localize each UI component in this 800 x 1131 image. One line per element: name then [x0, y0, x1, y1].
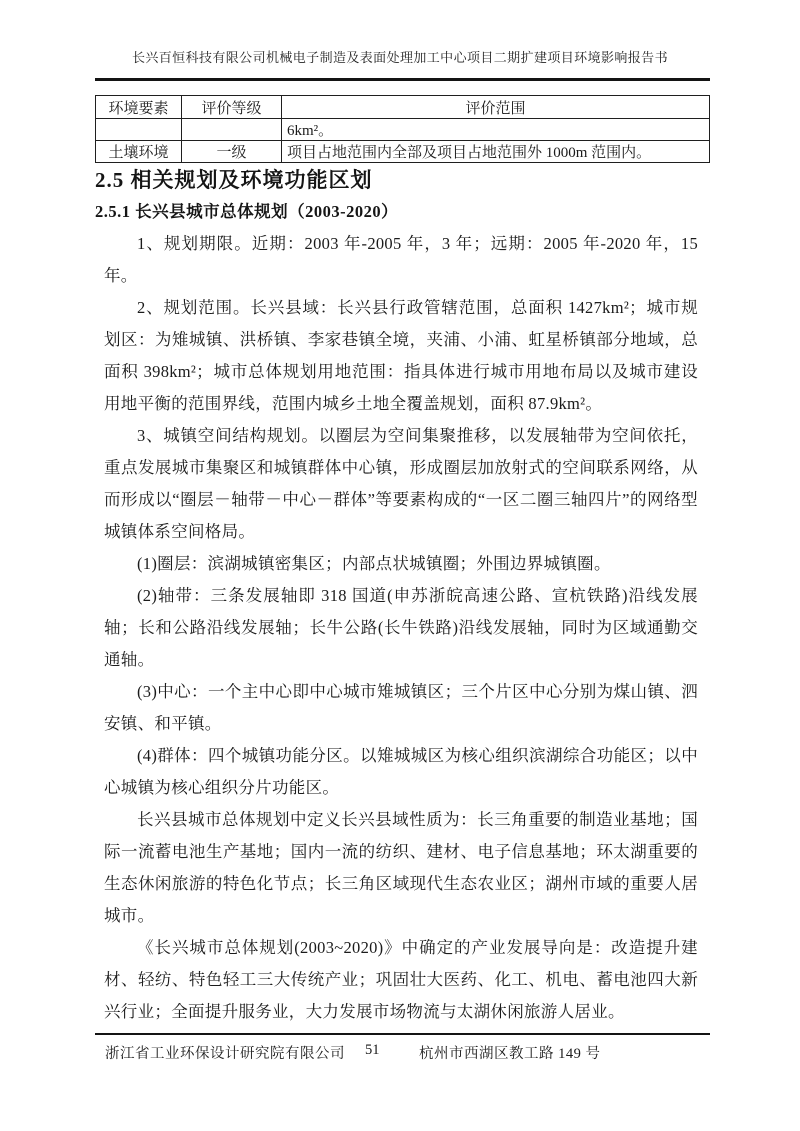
cell-scope: 6km²。 — [282, 119, 710, 141]
paragraph-spatial-structure: 3、城镇空间结构规划。以圈层为空间集聚推移，以发展轴带为空间依托，重点发展城市集聚区和城镇群体中心镇，形成圈层加放射式的空间联系网络，从而形成以“圈层－轴带－中心－群体”等要素构成的“一区二圈三轴四片”的网络型城镇体系空间格局。 — [104, 426, 698, 541]
column-header-scope: 评价范围 — [282, 96, 710, 119]
table-row — [96, 141, 710, 163]
cell-scope: 项目占地范围内全部及项目占地范围外 1000m 范围内。 — [282, 141, 710, 163]
cell-grade — [182, 119, 282, 141]
paragraph-planning-scope: 2、规划范围。长兴县域：长兴县行政管辖范围，总面积 1427km²；城市规划区：为雉城镇、洪桥镇、李家巷镇全境，夹浦、小浦、虹星桥镇部分地域，总面积 398km²；城市总体规划用地范围：指具体进行城市用地布局以及城市建设用地平衡的范围界线，范围内城乡土地全覆盖规划，面积 87.9km²。 — [104, 298, 698, 413]
paragraph-industry-direction: 《长兴城市总体规划(2003~2020)》中确定的产业发展导向是：改造提升建材、轻纺、特色轻工三大传统产业；巩固壮大医药、化工、机电、蓄电池四大新兴行业；全面提升服务业，大力发展市场物流与太湖休闲旅游人居业。 — [104, 938, 698, 1021]
paragraph-ring-layer: (1)圈层：滨湖城镇密集区；内部点状城镇圈；外围边界城镇圈。 — [137, 554, 611, 573]
footer-address: 杭州市西湖区教工路 149 号 — [419, 1046, 601, 1062]
footer-divider — [95, 1033, 710, 1035]
paragraph-center: (3)中心：一个主中心即中心城市雉城镇区；三个片区中心分别为煤山镇、泗安镇、和平镇。 — [104, 682, 698, 733]
paragraph-county-nature: 长兴县城市总体规划中定义长兴县域性质为：长三角重要的制造业基地；国际一流蓄电池生产基地；国内一流的纺织、建材、电子信息基地；环太湖重要的生态休闲旅游的特色化节点；长三角区域现代生态农业区；湖州市域的重要人居城市。 — [104, 810, 698, 925]
section-heading-2-5-1: 2.5.1 长兴县城市总体规划（2003-2020） — [95, 202, 399, 221]
page-header-title: 长兴百恒科技有限公司机械电子制造及表面处理加工中心项目二期扩建项目环境影响报告书 — [131, 50, 668, 65]
column-header-element: 环境要素 — [96, 96, 182, 119]
paragraph-planning-period: 1、规划期限。近期：2003 年-2005 年，3 年；远期：2005 年-2020 年，15 年。 — [104, 234, 698, 285]
footer-company: 浙江省工业环保设计研究院有限公司 — [105, 1046, 345, 1062]
paragraph-group: (4)群体：四个城镇功能分区。以雉城城区为核心组织滨湖综合功能区；以中心城镇为核心组织分片功能区。 — [104, 746, 698, 797]
evaluation-scope-table — [95, 95, 710, 163]
section-heading-2-5: 2.5 相关规划及环境功能区划 — [95, 168, 373, 192]
cell-element — [96, 119, 182, 141]
table-row — [96, 119, 710, 141]
footer-page-number: 51 — [365, 1042, 380, 1058]
page-content — [95, 95, 710, 1028]
cell-element: 土壤环境 — [96, 141, 182, 163]
column-header-grade: 评价等级 — [182, 96, 282, 119]
paragraph-axis-belt: (2)轴带：三条发展轴即 318 国道(申苏浙皖高速公路、宣杭铁路)沿线发展轴；长和公路沿线发展轴；长牛公路(长牛铁路)沿线发展轴，同时为区域通勤交通轴。 — [104, 586, 698, 669]
footer-row — [95, 1042, 710, 1062]
cell-grade: 一级 — [182, 141, 282, 163]
page-footer — [95, 1033, 710, 1062]
body-text — [95, 228, 710, 1028]
header-divider — [95, 78, 710, 81]
table-header-row — [96, 96, 710, 119]
